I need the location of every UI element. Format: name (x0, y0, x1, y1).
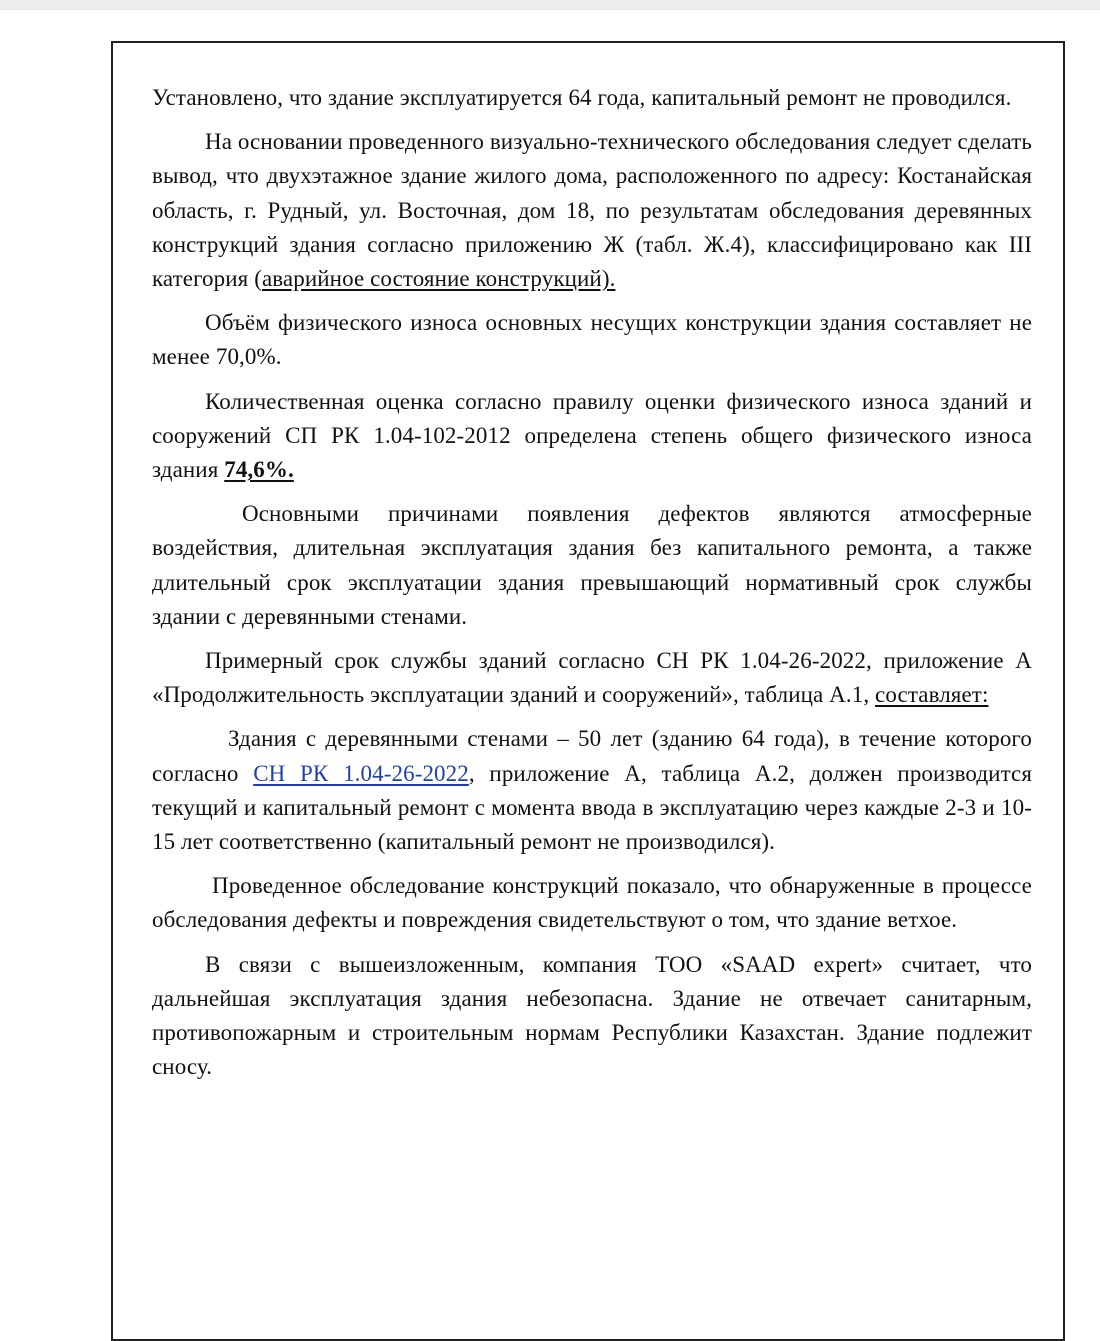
paragraph-quantitative-assessment (152, 385, 1032, 488)
amounts-to-underlined: составляет: (875, 682, 989, 708)
emergency-state-underlined: аварийное состояние конструкций). (261, 266, 616, 292)
paragraph-text: Проведенное обследование конструкций показало, что обнаруженные в процессе обследования дефекты и повреждения свидетельствуют о том, что здание ветхое. (152, 873, 1032, 933)
paragraph-wooden-walls (152, 722, 1032, 859)
paragraph-text: Здания с деревянными стенами – 50 лет (зданию 64 года), в течение которого согласно (152, 726, 1032, 786)
paragraph-text: Количественная оценка согласно правилу оценки физического износа зданий и сооружений СП РК 1.04-102-2012 определена степень общего физического износа здания (152, 388, 1032, 483)
paragraph-survey-conclusion (152, 125, 1032, 296)
wear-percentage-value: 74,6%. (224, 457, 294, 483)
viewer-top-strip (0, 0, 1100, 10)
paragraph-final-conclusion (152, 948, 1032, 1085)
paragraph-text: Установлено, что здание эксплуатируется 64 года, капитальный ремонт не проводился. (152, 85, 1012, 110)
paragraph-defect-causes (152, 497, 1032, 634)
paragraph-text: Основными причинами появления дефектов являются атмосферные воздействия, длительная эксплуатация здания без капитального ремонта, а также длительный срок эксплуатации здания превышающий нормативный срок службы здании с деревянными стенами. (152, 501, 1032, 629)
paragraph-text: , приложение А, таблица А.2, должен производится текущий и капитальный ремонт с момента ввода в эксплуатацию через каждые 2-3 и 10-15 лет соответственно (капитальный ремонт не производился). (152, 760, 1032, 855)
document-body (152, 81, 1032, 1094)
paragraph-text: Объём физического износа основных несущих конструкции здания составляет не менее 70,0%. (152, 310, 1032, 370)
paragraph-text: На основании проведенного визуально-технического обследования следует сделать вывод, что двухэтажное здание жилого дома, расположенного по адресу: Костанайская область, г. Рудный, ул. Восточная, дом 18, по результатам обследования деревянных конструкций здания согласно приложению Ж (табл. Ж.4), классифицировано как III категория ( (152, 129, 1032, 292)
paragraph-service-life (152, 644, 1032, 712)
standard-reference-link[interactable]: СН РК 1.04-26-2022 (253, 760, 469, 786)
paragraph-survey-results (152, 869, 1032, 937)
paragraph-text: Примерный срок службы зданий согласно СН РК 1.04-26-2022, приложение А «Продолжительность эксплуатации зданий и сооружений», таблица А.1, (152, 648, 1032, 708)
paragraph-building-age (152, 81, 1032, 115)
paragraph-wear-volume (152, 306, 1032, 374)
paragraph-text: В связи с вышеизложенным, компания ТОО «SAAD expert» считает, что дальнейшая эксплуатация здания небезопасна. Здание не отвечает санитарным, противопожарным и строительным нормам Республики Казахстан. Здание подлежит сносу. (152, 951, 1032, 1080)
